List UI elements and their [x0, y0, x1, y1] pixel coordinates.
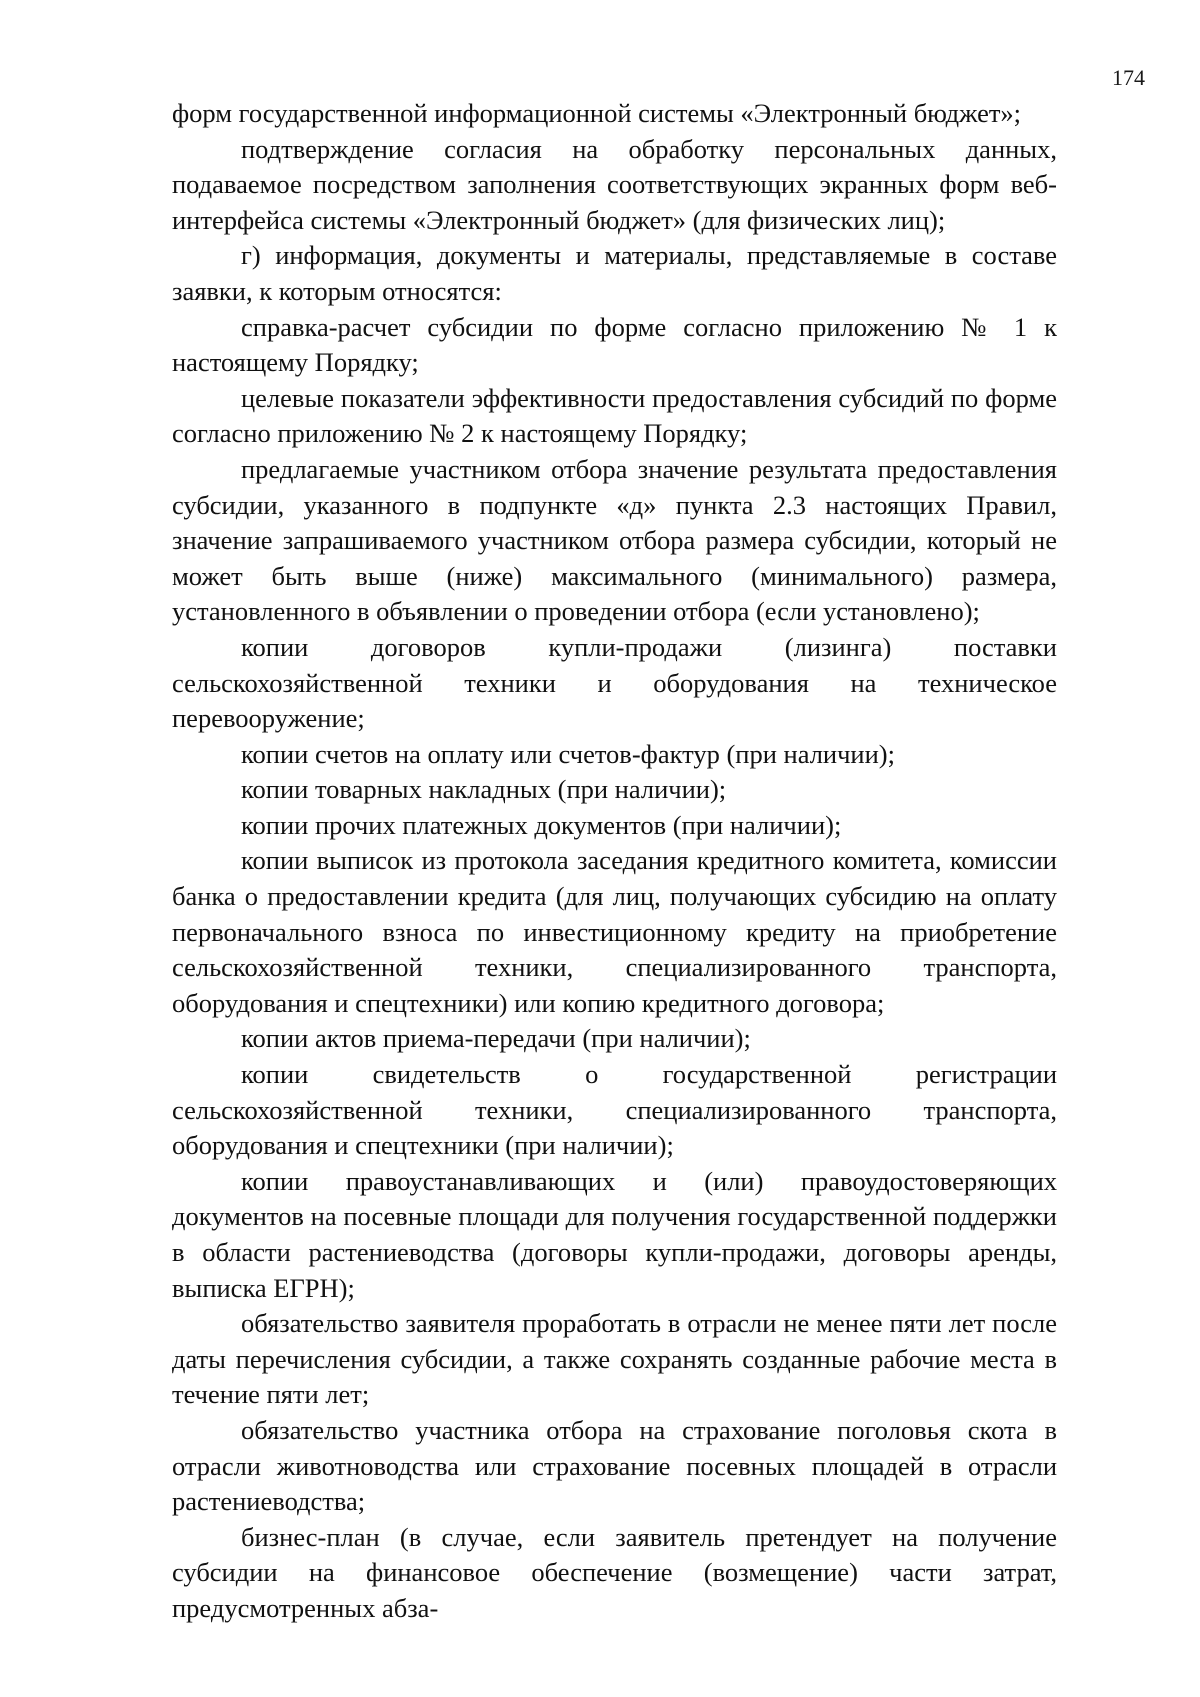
paragraph-registration-certificates: копии свидетельств о государственной регистрации сельскохозяйственной техники, специализированного транспорта, оборудования и спецтехники (при наличии); [172, 1059, 1057, 1161]
paragraph-continuation: форм государственной информационной системы «Электронный бюджет»; [172, 98, 1022, 128]
paragraph-credit-committee: копии выписок из протокола заседания кредитного комитета, комиссии банка о предоставлении кредита (для лиц, получающих субсидию на оплату первоначального взноса по инвестиционному кредиту на приобретение сельскохозяйственной техники, специализированного транспорта, оборудования и спецтехники) или копию кредитного договора; [172, 845, 1057, 1018]
paragraph-payment-documents: копии прочих платежных документов (при наличии); [241, 809, 842, 840]
paragraph-work-obligation: обязательство заявителя проработать в отрасли не менее пяти лет после даты перечисления субсидии, а также сохранять созданные рабочие места в течение пяти лет; [172, 1308, 1057, 1410]
paragraph-insurance-obligation: обязательство участника отбора на страхование поголовья скота в отрасли животноводства или страхование посевных площадей в отрасли растениеводства; [172, 1414, 1057, 1517]
paragraph-item-g: г) информация, документы и материалы, представляемые в составе заявки, к которым относятся: [172, 240, 1057, 306]
paragraph-proposed-result: предлагаемые участником отбора значение результата предоставления субсидии, указанного в подпункте «д» пункта 2.3 настоящих Правил, значение запрашиваемого участником отбора размера субсидии, который не может быть выше (ниже) максимального (минимального) размера, установленного в объявлении о проведении отбора (если установлено); [172, 453, 1057, 627]
paragraph-business-plan: бизнес-план (в случае, если заявитель претендует на получение субсидии на финансовое обеспечение (возмещение) части затрат, предусмотренных абза- [172, 1521, 1057, 1623]
paragraph-consent: подтверждение согласия на обработку персональных данных, подаваемое посредством заполнения соответствующих экранных форм веб-интерфейса системы «Электронный бюджет» (для физических лиц); [172, 133, 1057, 235]
page-number: 174 [1112, 65, 1145, 90]
paragraph-land-documents: копии правоустанавливающих и (или) правоудостоверяющих документов на посевные площади для получения государственной поддержки в области растениеводства (договоры купли-продажи, договоры аренды, выписка ЕГРН); [172, 1165, 1057, 1303]
paragraph-waybills: копии товарных накладных (при наличии); [241, 774, 727, 805]
paragraph-subsidy-calculation: справка-расчет субсидии по форме согласно приложению № 1 к настоящему Порядку; [172, 311, 1057, 378]
paragraph-target-indicators: целевые показатели эффективности предоставления субсидий по форме согласно приложению № 2 к настоящему Порядку; [172, 382, 1057, 449]
paragraph-purchase-contracts: копии договоров купли-продажи (лизинга) поставки сельскохозяйственной техники и оборудования на техническое перевооружение; [172, 631, 1057, 734]
paragraph-acceptance-acts: копии актов приема-передачи (при наличии); [241, 1023, 751, 1054]
paragraph-invoices: копии счетов на оплату или счетов-фактур (при наличии); [241, 738, 895, 769]
document-body [172, 96, 1057, 1627]
